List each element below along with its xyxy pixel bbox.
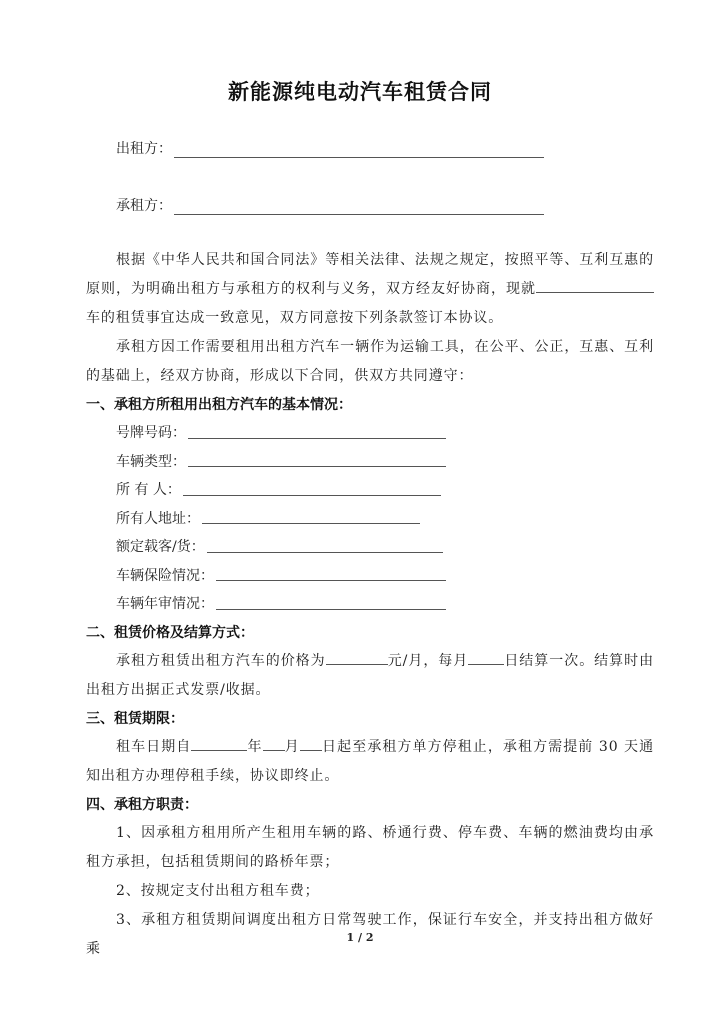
field-owner xyxy=(86,476,654,505)
section-2-heading: 二、租赁价格及结算方式： xyxy=(86,624,254,641)
lessor-label: 出租方： xyxy=(116,141,172,157)
preamble-text-a: 根据《中华人民共和国合同法》等相关法律、法规之规定，按照平等、互利互惠的原则，为明确出租方与承租方的权利与义务，双方经友好协商，现就 xyxy=(86,252,654,297)
document-body xyxy=(86,246,654,964)
field-blank[interactable] xyxy=(216,594,446,610)
start-day-blank[interactable] xyxy=(300,735,322,751)
section-4-heading: 四、承租方职责： xyxy=(86,796,198,813)
duty-item-2: 2、按规定支付出租方租车费； xyxy=(116,882,320,899)
start-month-blank[interactable] xyxy=(263,735,285,751)
lessee-line xyxy=(116,195,544,215)
settlement-day-blank[interactable] xyxy=(468,649,504,665)
field-annual-inspection xyxy=(86,590,654,619)
vehicle-blank[interactable] xyxy=(536,277,654,293)
price-text-a: 承租方租赁出租方汽车的价格为 xyxy=(116,652,326,669)
preamble-text-b: 车的租赁事宜达成一致意见，双方同意按下列条款签订本协议。 xyxy=(86,310,504,326)
price-text-c: 日结算一次。结算时由出租方出据正式发票/收据。 xyxy=(86,652,654,698)
price-text-b: 元/月，每月 xyxy=(387,652,469,669)
field-blank[interactable] xyxy=(188,451,446,467)
field-label: 车辆年审情况： xyxy=(116,596,214,612)
document-title: 新能源纯电动汽车租赁合同 xyxy=(228,80,492,104)
field-insurance xyxy=(86,562,654,591)
field-owner-address xyxy=(86,505,654,534)
field-label: 所有人地址： xyxy=(116,510,200,527)
term-text-d: 日起至承租方单方停租止，承租方需提前 30 天通知出租方办理停租手续，协议即终止。 xyxy=(86,738,654,784)
duty-item-3: 3、承租方租赁期间调度出租方日常驾驶工作，保证行车安全，并支持出租方做好乘 xyxy=(86,911,654,957)
monthly-price-blank[interactable] xyxy=(326,649,388,665)
field-blank[interactable] xyxy=(207,537,443,553)
lessor-blank[interactable] xyxy=(174,143,544,158)
field-blank[interactable] xyxy=(216,565,446,581)
field-blank[interactable] xyxy=(202,508,420,524)
lessee-label: 承租方： xyxy=(116,198,172,214)
lessee-blank[interactable] xyxy=(174,200,544,215)
field-vehicle-type xyxy=(86,448,654,477)
term-text-b: 年 xyxy=(247,738,263,755)
section-3-paragraph xyxy=(86,733,654,791)
preamble-paragraph-1 xyxy=(86,246,654,333)
section-3-heading: 三、租赁期限： xyxy=(86,710,184,727)
preamble-paragraph-2: 承租方因工作需要租用出租方汽车一辆作为运输工具，在公平、公正，互惠、互利的基础上，经双方协商，形成以下合同，供双方共同遵守： xyxy=(86,339,654,384)
duty-item-1: 1、因承租方租用所产生租用车辆的路、桥通行费、停车费、车辆的燃油费均由承租方承担，包括租赁期间的路桥年票； xyxy=(86,824,654,870)
lessor-line xyxy=(116,138,544,158)
field-label: 号牌号码： xyxy=(116,425,186,441)
field-label: 所 有 人： xyxy=(116,482,181,498)
term-text-c: 月 xyxy=(284,738,300,755)
section-1-heading: 一、承租方所租用出租方汽车的基本情况： xyxy=(86,397,352,413)
field-label: 车辆保险情况： xyxy=(116,567,214,584)
field-blank[interactable] xyxy=(183,480,441,496)
field-label: 额定载客/货： xyxy=(116,539,205,555)
field-rated-capacity xyxy=(86,533,654,562)
term-text-a: 租车日期自 xyxy=(116,738,192,755)
page-number: 1 / 2 xyxy=(346,931,374,944)
field-blank[interactable] xyxy=(188,423,446,439)
start-year-blank[interactable] xyxy=(191,735,247,751)
field-plate-number xyxy=(86,419,654,448)
section-2-paragraph xyxy=(86,647,654,705)
field-label: 车辆类型： xyxy=(116,453,186,470)
